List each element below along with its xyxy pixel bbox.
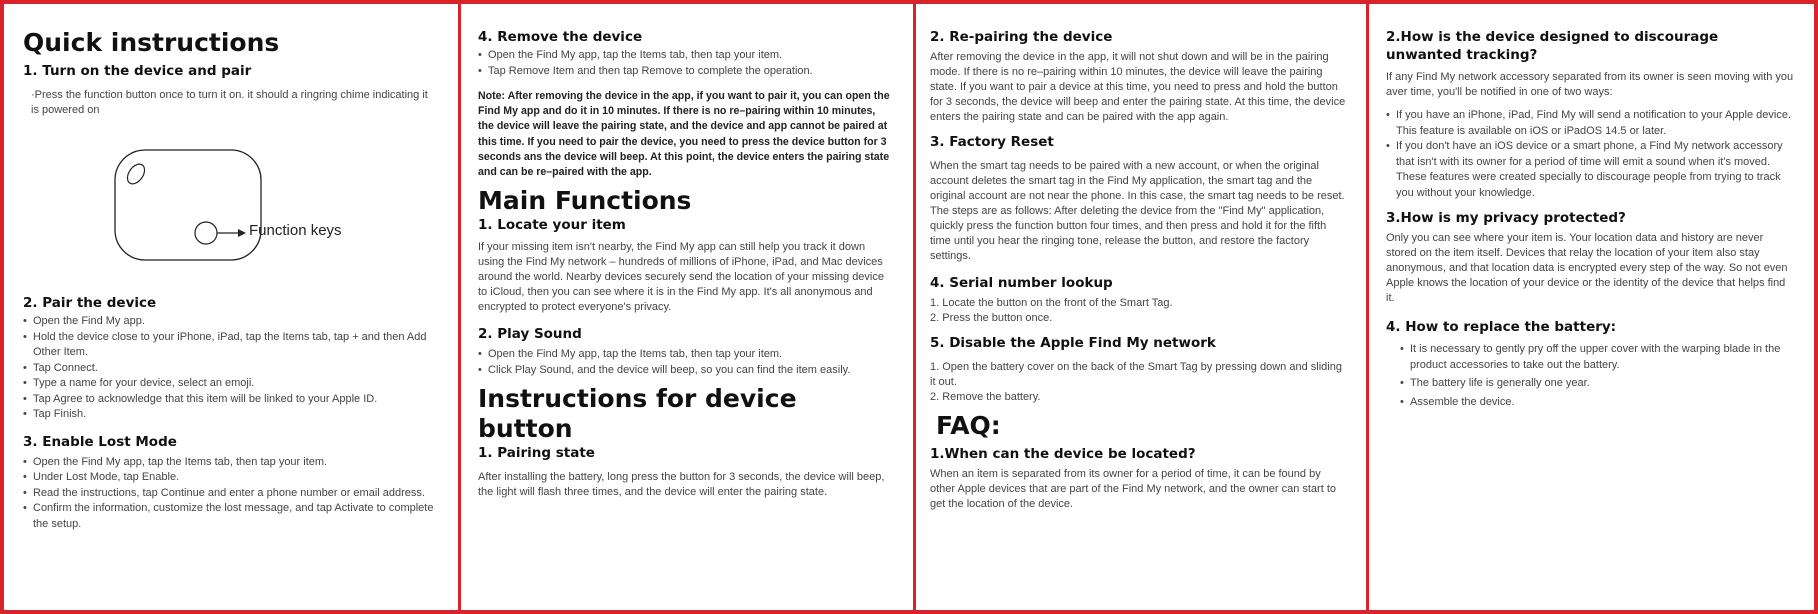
remove-steps-list [478,48,894,79]
smart-tag-illustration [23,126,443,276]
list-item: • It is necessary to gently pry off the upper cover with the warping blade in the product accessories to take out the battery. [1400,343,1781,371]
section-heading: 4. Remove the device [478,29,643,45]
function-keys-label: Function keys [249,222,342,239]
section-heading: 2. Play Sound [478,326,582,343]
list-item: • Hold the device close to your iPhone, iPad, tap the Items tab, tap + and then Add Other Item. [23,330,427,358]
section-heading: 1. Pairing state [478,445,595,462]
remove-note: Note: After removing the device in the app, if you want to pair it, you can open the Find My app and do it in 10 minutes. If there is no re–pairing within 10 minutes, the device will leave the pairing state, and the device and app cannot be paired at this time. If you need to pair the device, you need to press the device button for 3 seconds ans the device will beep. At this point, the device enters the pairing state and can be re–paired with the app. [478,90,890,179]
list-item: • Open the Find My app, tap the Items tab, then tap your item. [478,49,783,61]
tracking-notice-list [1386,108,1796,201]
list-item: • Under Lost Mode, tap Enable. [23,471,180,483]
device-button-title: Instructions for device button [478,384,797,444]
list-item: • Open the Find My app, tap the Items tab, then tap your item. [478,348,783,361]
section-heading: 1. Turn on the device and pair [23,63,252,79]
list-item: • Tap Remove Item and then tap Remove to complete the operation. [478,64,813,77]
serial-step: 2. Press the button once. [930,312,1053,324]
locate-text: If your missing item isn't nearby, the Find My app can still help you track it down using the Find My network – hundreds of millions of iPhone, iPad, and Mac devices around the world. Nearby devices securely send the location of your missing device to iCloud, then you can see where it is in the Find My app. It's all anonymous and encrypted to protect everyone's privacy. [478,241,884,314]
list-item: • Open the Find My app. [23,315,145,327]
repairing-text: After removing the device in the app, it will not shut down and will be in the pairing mode. If there is no re–pairing within 10 minutes, the device will leave the pairing state. If you want to pair a device at this time, you need to press and hold the button for 3 seconds, the device will beep and enter the pairing state. At this time, the device enters the pairing state and can be paired with the app again. [930,51,1346,123]
panel-faq-continued [1370,4,1818,610]
list-item: • If you have an iPhone, iPad, Find My will send a notification to your Apple device. This feature is available on iOS or iPadOS 14.5 or later. [1386,109,1792,137]
play-sound-list [478,347,894,378]
faq-question: 2.How is the device designed to discourage unwanted tracking? [1386,29,1719,63]
panel-quick-instructions [4,4,460,610]
list-item: • Tap Connect. [23,361,98,374]
pairing-state-text: After installing the battery, long press the button for 3 seconds, the device will beep, the light will flash three times, and the device will enter the pairing state. [478,471,885,499]
disable-step: 2. Remove the battery. [930,391,1041,403]
list-item: • If you don't have an iOS device or a smart phone, a Find My network accessory that isn't with its owner for a period of time will emit a sound when it's moved. These features were created specially to discourage people from trying to track you without your knowledge. [1386,140,1783,199]
section-heading: 1. Locate your item [478,217,626,234]
faq-question: 1.When can the device be located? [930,446,1196,462]
section-heading: 3. Factory Reset [930,134,1054,150]
list-item: • Confirm the information, customize the lost message, and tap Activate to complete the setup. [23,502,434,530]
list-item: • Assemble the device. [1400,395,1515,408]
list-item: • The battery life is generally one year. [1400,377,1590,389]
list-item: • Read the instructions, tap Continue and enter a phone number or email address. [23,486,425,499]
quick-instructions-title: Quick instructions [23,28,280,57]
faq-answer: If any Find My network accessory separated from its owner is seen moving with you aver time, you'll be notified in one of two ways: [1386,71,1794,98]
list-item: • Tap Agree to acknowledge that this item will be linked to your Apple ID. [23,392,378,405]
section-heading: 2. Pair the device [23,295,157,311]
main-functions-title: Main Functions [478,186,692,216]
power-on-text: ·Press the function button once to turn it on. it should a ringring chime indicating it is powered on [31,89,428,116]
faq-answer: When an item is separated from its owner for a period of time, it can be found by other Apple devices that are part of the Find My network, and the owner can start to get the location of the device. [930,468,1337,510]
panel-button-faq [916,4,1370,610]
faq-question: 3.How is my privacy protected? [1386,210,1626,226]
section-heading: 2. Re-pairing the device [930,29,1113,45]
panel-main-functions [460,4,916,610]
list-item: • Type a name for your device, select an emoji. [23,377,255,389]
serial-step: 1. Locate the button on the front of the Smart Tag. [930,297,1173,309]
faq-question: 4. How to replace the battery: [1386,319,1617,335]
list-item: • Tap Finish. [23,408,87,420]
list-item: • Open the Find My app, tap the Items tab, then tap your item. [23,455,328,468]
factory-reset-text: When the smart tag needs to be paired with a new account, or when the original account deletes the smart tag in the Find My application, the smart tag and the original account are not near the phone. In this case, the smart tag needs to be reset. The steps are as follows: After deleting the device from the "Find My" application, quickly press the function button four times, and then press and hold it for the fifth time until you hear the ringing tone, release the button, and restore the factory settings. [930,160,1345,262]
list-item: • Click Play Sound, and the device will beep, so you can find the item easily. [478,363,851,376]
section-heading: 3. Enable Lost Mode [23,433,177,450]
section-heading: 4. Serial number lookup [930,275,1113,291]
pair-steps-list [23,314,438,423]
lost-mode-steps-list [23,455,438,533]
battery-steps-list [1386,342,1796,410]
faq-title: FAQ: [936,411,1001,440]
faq-answer: Only you can see where your item is. Your location data and history are never stored on the item itself. Devices that relay the location of your item also stay anonymous, and that location data is encrypted every step of the way. So not even Apple knows the location of your device or the identity of the device that helps find it. [1386,232,1788,304]
section-heading: 5. Disable the Apple Find My network [930,335,1216,351]
device-figure [23,126,438,276]
disable-step: 1. Open the battery cover on the back of the Smart Tag by pressing down and sliding it out. [930,361,1342,388]
